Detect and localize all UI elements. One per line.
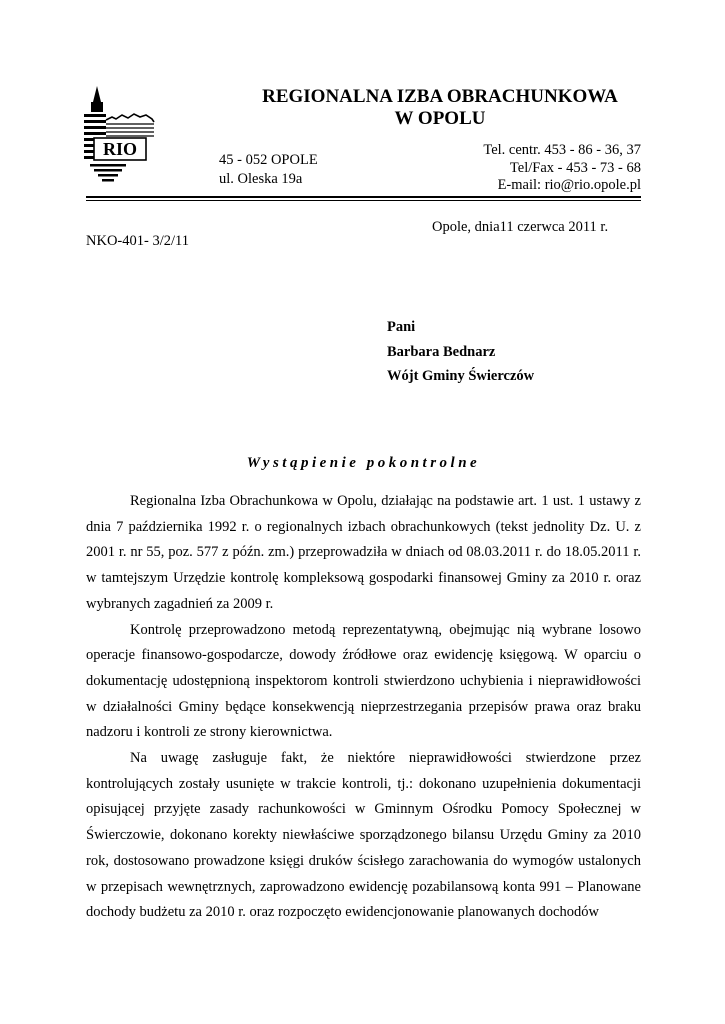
recipient-salutation: Pani — [387, 319, 416, 335]
institution-name: REGIONALNA IZBA OBRACHUNKOWA — [262, 86, 618, 107]
body-paragraph: Regionalna Izba Obrachunkowa w Opolu, działając na podstawie art. 1 ust. 1 ustawy z dnia 7 października 1992 r. o regionalnych izbach obrachunkowych (tekst jednolity Dz. U. z 2001 r. nr 55, poz. 577 z późn. zm.) przeprowadziła w dniach od 08.03.2011 r. do 18.05.2011 r. w tamtejszym Urzędzie kontrolę kompleksową gospodarki finansowej Gminy za 2010 r. oraz wybranych zagadnień za 2009 r. — [86, 493, 641, 612]
document-title: Wystąpienie pokontrolne — [246, 455, 481, 471]
body-paragraph: Na uwagę zasługuje fakt, że niektóre nieprawidłowości stwierdzone przez kontrolujących zostały usunięte w trakcie kontroli, tj.: dokonano uzupełnienia dokumentacji opisującej przyjęte zasady rachunkowości w Gminnym Ośrodku Pomocy Społecznej w Świerczowie, dokonano korekty niewłaściwe sporządzonego bilansu Urzędu Gminy za 2010 rok, dostosowano prowadzone księgi druków ścisłego zarachowania do wymogów ustalonych w przepisach wewnętrznych, zaprowadzono ewidencję pozabilansową konta 991 – Planowane dochody budżetu za 2010 r. oraz rozpoczęto ewidencjonowanie planowanych dochodów — [86, 750, 641, 921]
address-postal: 45 - 052 OPOLE — [219, 152, 318, 168]
header-divider-thick — [86, 196, 641, 198]
recipient-title: Wójt Gminy Świerczów — [387, 368, 535, 384]
rio-logo — [80, 84, 160, 194]
body-paragraph: Kontrolę przeprowadzono metodą reprezentatywną, obejmując nią wybrane losowo operacje finansowo-gospodarcze, dowody źródłowe oraz ewidencję księgową. W oparciu o dokumentację udostępnioną inspektorom kontroli stwierdzono uchybienia i nieprawidłowości w działalności Gminy będące konsekwencją nieprzestrzegania przepisów prawa oraz braku nadzoru i kontroli ze strony kierownictwa. — [86, 621, 641, 741]
fax-number: Tel/Fax - 453 - 73 - 68 — [509, 160, 641, 176]
letter-date: Opole, dnia11 czerwca 2011 r. — [432, 219, 609, 235]
address-street: ul. Oleska 19a — [219, 171, 303, 187]
institution-city: W OPOLU — [394, 108, 486, 129]
recipient-name: Barbara Bednarz — [387, 344, 496, 360]
svg-text:RIO: RIO — [102, 139, 138, 159]
email-address: E-mail: rio@rio.opole.pl — [497, 177, 641, 193]
header-divider-thin — [86, 200, 641, 201]
rio-logo-emblem-icon — [80, 84, 160, 194]
phone-number: Tel. centr. 453 - 86 - 36, 37 — [483, 142, 641, 158]
reference-number: NKO-401- 3/2/11 — [86, 233, 189, 249]
document-body — [86, 489, 641, 926]
